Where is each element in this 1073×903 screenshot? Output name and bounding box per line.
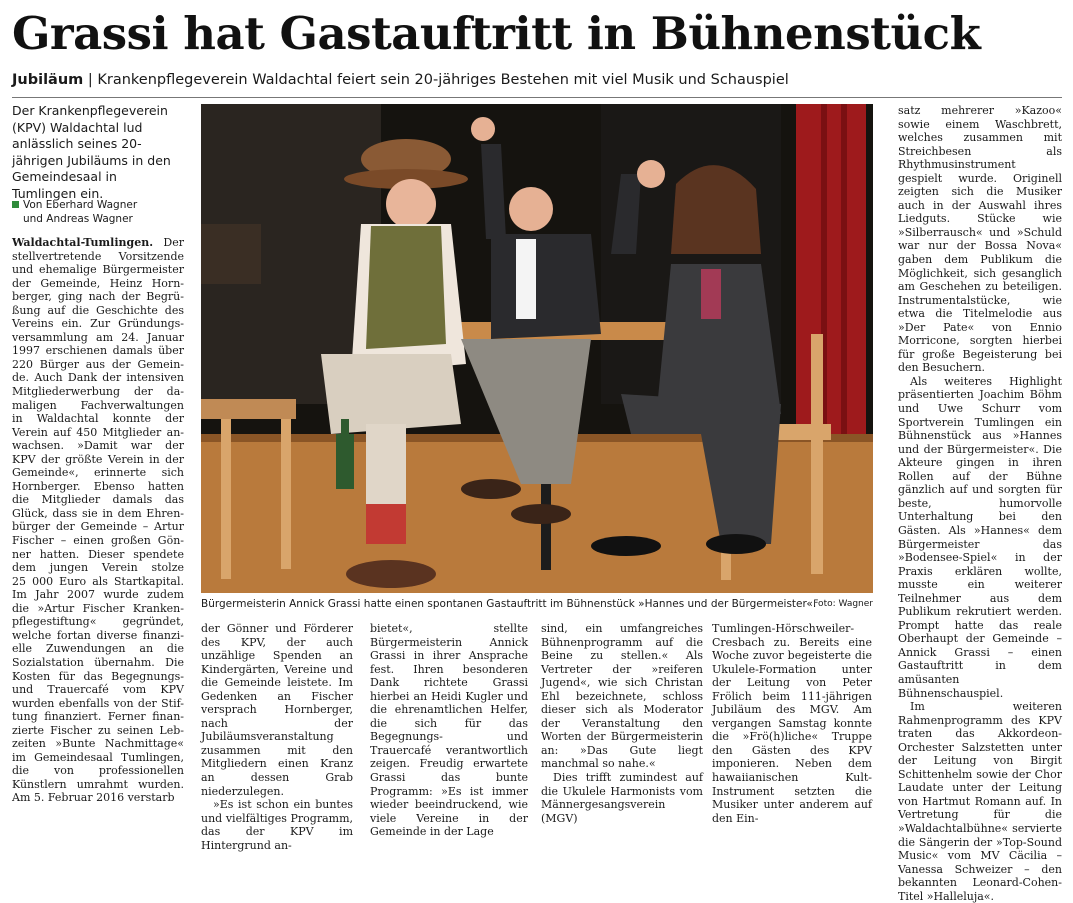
column-1-line: de. Auch Dank der intensiven <box>12 371 184 385</box>
byline-square-icon <box>12 201 19 208</box>
column-1-line: Fischer – einen großen Gön- <box>12 534 184 548</box>
column-1-line: zeiten »Bunte Nachmittage« <box>12 737 184 751</box>
byline-line-1: Von Eberhard Wagner <box>23 199 138 211</box>
column-3-paragraph-1: bietet«, stellte Bürgermeisterin Annick Grassi in ihrer Ansprache fest. Ihren besonderen Dank richtete Grassi hierbei an Heidi Kugler und die ehrenamtlichen Helfer, die sich für das Begegnungs- und Trauercafé verantwortlich zeigen. Freudig erwartete Grassi das bunte Programm: »Es ist immer wieder beeindruckend, wie viele Vereine in der Gemeinde in der Lage <box>370 622 528 839</box>
column-1-line: berger, ging nach der Begrü- <box>12 290 184 304</box>
column-1-line: tung finanziert. Ferner finan- <box>12 710 184 724</box>
column-1-line: zierte Fischer zu seinen Leb- <box>12 723 184 737</box>
column-4-paragraph-2: Dies trifft zumindest auf die Ukulele Harmonists vom Männergesangsverein (MGV) <box>541 771 703 825</box>
subheadline <box>12 70 1067 90</box>
column-1-line: der Gemeinde, Heinz Horn- <box>12 276 184 290</box>
byline <box>12 199 184 226</box>
column-1-line: Am 5. Februar 2016 verstarb <box>12 791 175 805</box>
column-1-line: dem jungen Verein stolze <box>12 561 184 575</box>
column-1-line: Hornberger. Ebenso hatten <box>12 479 184 493</box>
column-1-line: KPV der größte Verein in der <box>12 452 184 466</box>
column-1-line: und ehemalige Bürgermeister <box>12 263 184 277</box>
column-1-line: 1997 erschienen damals über <box>12 344 184 358</box>
column-1-line: Mitgliederwerbung der da- <box>12 385 184 399</box>
article-column-1 <box>12 236 184 806</box>
stage-scene <box>201 104 873 593</box>
article-column-2 <box>201 622 353 852</box>
byline-line-2: und Andreas Wagner <box>23 212 133 225</box>
photo-caption <box>201 597 873 611</box>
column-1-line: 220 Bürger aus der Gemein- <box>12 357 184 371</box>
column-1-line: Verein auf 450 Mitglieder an- <box>12 425 184 439</box>
column-1-line: in Waldachtal konnte der <box>12 412 184 426</box>
column-1-line: Der <box>163 236 184 249</box>
column-2-paragraph-1: der Gönner und Förderer des KPV, der auch unzählige Spenden an Kindergärten, Vereine und die Gemeinde leistete. Im Gedenken an Fischer versprach Hornberger, nach der Jubiläumsveranstaltung zusammen mit den Mitgliedern einen Kranz an dessen Grab niederzulegen. <box>201 622 353 798</box>
column-1-line: versammlung am 24. Januar <box>12 330 184 344</box>
divider <box>12 97 1062 98</box>
column-1-line: 25 000 Euro als Startkapital. <box>12 574 184 588</box>
column-1-line: Künstlern umrahmt wurden. <box>12 777 184 791</box>
dateline: Waldachtal-Tumlingen. <box>12 236 154 249</box>
column-1-first-line <box>12 236 184 250</box>
kicker-separator: | <box>83 72 98 88</box>
article-column-4 <box>541 622 703 825</box>
kicker: Jubiläum <box>12 72 84 88</box>
column-1-line: maligen Fachverwaltungen <box>12 398 184 412</box>
headline: Grassi hat Gastauftritt in Bühnenstück <box>12 7 981 60</box>
caption-text: Bürgermeisterin Annick Grassi hatte einen spontanen Gastauftritt im Bühnenstück »Hannes und der Bürgermeister«. <box>201 598 817 610</box>
column-6-paragraph-1: satz mehrerer »Kazoo« sowie einem Waschbrett, welches zusammen mit Streichbesen als Rhythmusinstrument gespielt wurde. Originell zeigten sich die Musiker auch in der Auswahl ihres Liedguts. Stücke wie »Silberrausch« und »Schuld war nur der Bossa Nova« gaben dem Publikum die Möglichkeit, sich gesanglich am Geschehen zu beteiligen. Instrumentalstücke, wie etwa die Titelmelodie aus »Der Pate« von Ennio Morricone, sorgten hierbei für große Begeisterung bei den Besuchern. <box>898 104 1062 375</box>
column-1-line: wurden ebenfalls von der Stif- <box>12 696 184 710</box>
column-1-line: Vereins ein. Zur Gründungs- <box>12 317 184 331</box>
photo-credit: Foto: Wagner <box>813 599 873 609</box>
column-1-line: die »Artur Fischer Kranken- <box>12 601 184 615</box>
column-4-paragraph-1: sind, ein umfangreiches Bühnenprogramm auf die Beine zu stellen.« Als Vertreter der »reiferen Jugend«, wie sich Christan Ehl bezeichnete, schloss dieser sich als Moderator der Veranstaltung den Worten der Bürgermeisterin an: »Das Gute liegt manchmal so nahe.« <box>541 622 703 771</box>
article-column-5 <box>712 622 872 825</box>
column-1-line: bürger der Gemeinde – Artur <box>12 520 184 534</box>
column-5-paragraph-1: Tumlingen-Hörschweiler-Cresbach zu. Bereits eine Woche zuvor begeisterte die Ukulele-Formation unter der Leitung von Peter Frölich beim 111-jährigen Jubiläum des MGV. Am vergangen Samstag konnte die »Frö(h)liche« Truppe den Gästen des KPV imponieren. Neben dem hawaiianischen Kult-Instrument setzten die Musiker unter anderem auf den Ein- <box>712 622 872 825</box>
column-1-line: Gemeinde«, erinnerte sich <box>12 466 184 480</box>
column-1-line: Kosten für das Begegnungs- <box>12 669 184 683</box>
column-1-line: die Mitglieder damals das <box>12 493 184 507</box>
column-1-lines <box>12 236 184 805</box>
column-1-line: Sozialstation übernahm. Die <box>12 655 184 669</box>
column-1-line: ner hatten. Dieser spendete <box>12 547 184 561</box>
column-1-line: elle Zuwendungen an die <box>12 642 184 656</box>
column-6-paragraph-2: Als weiteres Highlight präsentierten Joachim Böhm und Uwe Schurr vom Sportverein Tumlingen ein Bühnenstück aus »Hannes und der Bürgermeister«. Die Akteure gingen in ihren Rollen auf der Bühne gänzlich auf und sorgten für beste, humorvolle Unterhaltung bei den Gästen. Als »Hannes« dem Bürgermeister das »Bodensee-Spiel« in der Praxis erklären wollte, musste ein weiterer Teilnehmer aus dem Publikum rekrutiert werden. Prompt hatte das reale Oberhaupt der Gemeinde – Annick Grassi – einen Gastauftritt in dem amüsanten Bühnenschauspiel. <box>898 374 1062 700</box>
article-photo <box>201 104 873 593</box>
article-column-6 <box>898 104 1062 903</box>
column-1-line: die von professionellen <box>12 764 184 778</box>
column-1-line: im Gemeindesaal Tumlingen, <box>12 750 184 764</box>
subheadline-text: Krankenpflegeverein Waldachtal feiert sein 20-jähriges Bestehen mit viel Musik und Schauspiel <box>97 72 789 88</box>
column-6-paragraph-3: Im weiteren Rahmenprogramm des KPV traten das Akkordeon-Orchester Salzstetten unter der Leitung von Birgit Schittenhelm sowie der Chor Laudate unter der Leitung von Hartmut Romann auf. In Vertretung für die »Waldachtalbühne« servierte die Sängerin der »Top-Sound Music« vom MV Cäcilia – Vanessa Schweizer – den bekannten Leonard-Cohen-Titel »Halleluja«. <box>898 700 1062 903</box>
column-1-line: wachsen. »Damit war der <box>12 439 184 453</box>
column-1-line: ßung auf die Geschichte des <box>12 303 184 317</box>
column-1-line: Im Jahr 2007 wurde zudem <box>12 588 184 602</box>
teaser: Der Krankenpflegeverein (KPV) Waldachtal lud anlässlich seines 20-jährigen Jubiläums in den Gemeindesaal in Tumlingen ein. <box>12 103 171 201</box>
article-column-3 <box>370 622 528 839</box>
column-1-line: und Trauercafé vom KPV <box>12 683 184 697</box>
column-1-line: pflegestiftung« gegründet, <box>12 615 184 629</box>
column-2-paragraph-2: »Es ist schon ein buntes und vielfältiges Programm, das der KPV im Hintergrund an- <box>201 798 353 852</box>
column-1-line: welche fortan diverse finanzi- <box>12 628 184 642</box>
column-1-line: Glück, dass sie in dem Ehren- <box>12 506 184 520</box>
column-1-line: stellvertretende Vorsitzende <box>12 249 184 263</box>
